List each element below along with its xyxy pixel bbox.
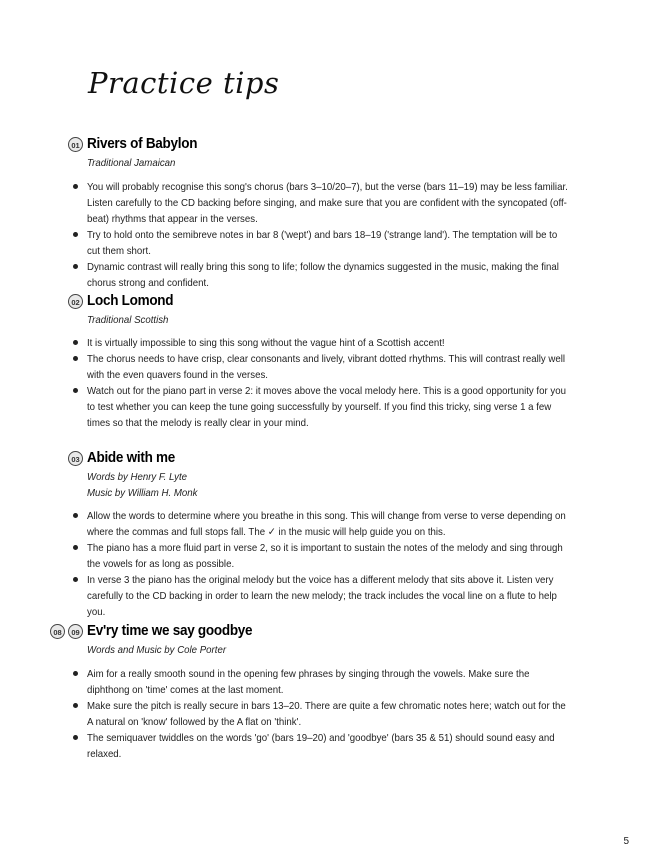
bullet-icon (73, 577, 78, 582)
cd-track-badges (50, 624, 83, 639)
bullet-icon (73, 264, 78, 269)
tip-item: Aim for a really smooth sound in the opening few phrases by singing through the vowels. Make sure the diphthong on 'time' comes at the last moment. (0, 666, 569, 698)
tips-list (0, 179, 649, 291)
song-credit: Words and Music by Cole Porter (87, 644, 227, 656)
bullet-icon (73, 340, 78, 345)
tip-item: The chorus needs to have crisp, clear consonants and lively, vibrant dotted rhythms. This will contrast really well with the even quavers found in the verses. (0, 351, 569, 383)
tip-item: It is virtually impossible to sing this song without the vague hint of a Scottish accent! (0, 335, 569, 351)
tip-item: The piano has a more fluid part in verse 2, so it is important to sustain the notes of the melody and sing through the vowels for as long as possible. (0, 540, 569, 572)
cd-track-icon: 01 (68, 137, 83, 152)
song-title: Ev'ry time we say goodbye (87, 622, 253, 639)
cd-track-icon: 03 (68, 451, 83, 466)
cd-track-icon: 08 (50, 624, 65, 639)
bullet-icon (73, 735, 78, 740)
bullet-icon (73, 356, 78, 361)
song-title: Abide with me (87, 449, 176, 466)
song-credit: Words by Henry F. Lyte (87, 471, 188, 483)
cd-track-icon: 02 (68, 294, 83, 309)
cd-track-badges (68, 137, 83, 152)
cd-track-badges (68, 294, 83, 309)
tips-list (0, 666, 649, 762)
page-title: Practice tips (88, 66, 280, 100)
cd-track-icon: 09 (68, 624, 83, 639)
tips-list (0, 508, 649, 620)
tip-item: The semiquaver twiddles on the words 'go' (bars 19–20) and 'goodbye' (bars 35 & 51) should sound easy and relaxed. (0, 730, 569, 762)
section-heading (0, 135, 649, 155)
tip-item: Allow the words to determine where you breathe in this song. This will change from verse to verse depending on where the commas and full stops fall. The ✓ in the music will help guide you on this. (0, 508, 569, 540)
tip-item: You will probably recognise this song's chorus (bars 3–10/20–7), but the verse (bars 11–19) may be less familiar. Listen carefully to the CD backing before singing, and make sure that you are confident with the syncopated (off-beat) rhythms that appear in the verses. (0, 179, 569, 227)
bullet-icon (73, 513, 78, 518)
tip-item: Watch out for the piano part in verse 2: it moves above the vocal melody here. This is a good opportunity for you to test whether you can keep the tune going successfully by yourself. If you find this tricky, sing verse 1 a few times so that the melody is really clear in your mind. (0, 383, 569, 431)
tip-item: Try to hold onto the semibreve notes in bar 8 ('wept') and bars 18–19 ('strange land'). The temptation will be to cut them short. (0, 227, 569, 259)
tip-item: Make sure the pitch is really secure in bars 13–20. There are quite a few chromatic notes here; watch out for the A natural on 'know' followed by the A flat on 'think'. (0, 698, 569, 730)
bullet-icon (73, 703, 78, 708)
bullet-icon (73, 671, 78, 676)
bullet-icon (73, 545, 78, 550)
tips-list (0, 335, 649, 431)
section-heading (0, 292, 649, 312)
song-credit: Traditional Jamaican (87, 157, 176, 169)
cd-track-badges (68, 451, 83, 466)
section-heading (0, 449, 649, 469)
bullet-icon (73, 232, 78, 237)
song-title: Rivers of Babylon (87, 135, 198, 152)
tip-item: In verse 3 the piano has the original melody but the voice has a different melody that sits above it. Listen very carefully to the CD backing in order to learn the new melody; the track includes the vocal line on a flute to help you. (0, 572, 569, 620)
section-heading (0, 622, 649, 642)
bullet-icon (73, 388, 78, 393)
song-credit: Traditional Scottish (87, 314, 169, 326)
bullet-icon (73, 184, 78, 189)
page-number: 5 (623, 836, 629, 847)
song-credit: Music by William H. Monk (87, 487, 198, 499)
tip-item: Dynamic contrast will really bring this song to life; follow the dynamics suggested in the music, making the final chorus strong and confident. (0, 259, 569, 291)
song-title: Loch Lomond (87, 292, 174, 309)
